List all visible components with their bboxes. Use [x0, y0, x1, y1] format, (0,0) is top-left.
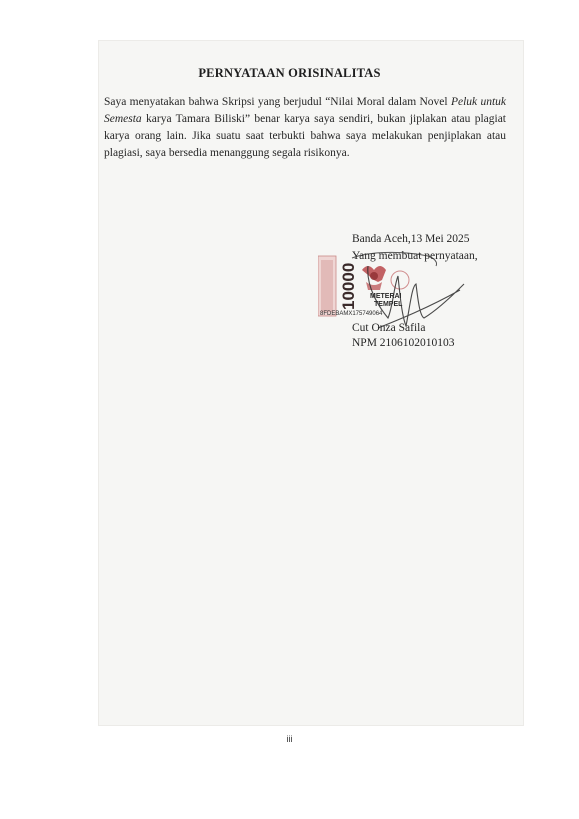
page-number: iii — [286, 734, 293, 744]
place-date: Banda Aceh,13 Mei 2025 — [352, 233, 470, 245]
signer-name: Cut Onza Safila — [352, 322, 426, 334]
document-title: PERNYATAAN ORISINALITAS — [198, 66, 381, 80]
stamp-strip-pattern — [321, 260, 333, 312]
stamp-label-line2: TEMPEL — [374, 301, 403, 308]
statement-paragraph — [104, 94, 506, 162]
maker-label: Yang membuat pernyataan, — [352, 250, 478, 262]
statement-text-start: Saya menyatakan bahwa Skripsi yang berjudul “Nilai Moral dalam Novel — [104, 96, 451, 108]
stamp-label-line1: METERAI — [370, 293, 402, 300]
novel-title: Peluk untuk Semesta — [104, 96, 506, 125]
stamp-value: 10000 — [339, 262, 358, 310]
stamp-serial: 8FDEBAMX175749064 — [320, 311, 383, 317]
signer-npm: NPM 2106102010103 — [352, 337, 455, 349]
statement-text-end: karya Tamara Biliski” benar karya saya sendiri, bukan jiplakan atau plagiat karya orang lain. Jika suatu saat terbukti bahwa saya melakukan penjiplakan atau plagiasi, saya bersedia menanggung segala risikonya. — [104, 113, 506, 159]
